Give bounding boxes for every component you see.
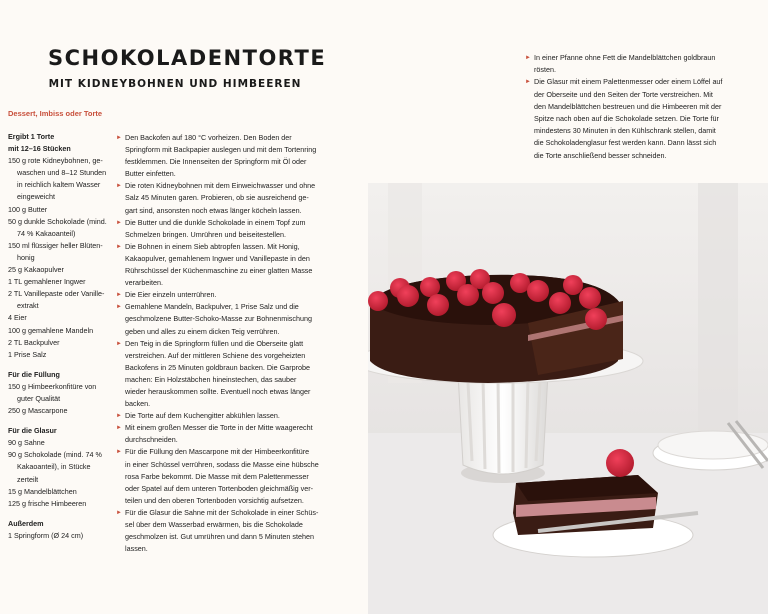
ingredient-line: in reichlich kaltem Wasser bbox=[17, 180, 101, 190]
recipe-title: SCHOKOLADENTORTE bbox=[48, 46, 327, 70]
instruction-step bbox=[116, 338, 348, 411]
instruction-line: Die Glasur mit einem Palettenmesser oder einem Löffel auf bbox=[534, 77, 723, 87]
bullet-arrow-icon: ► bbox=[116, 449, 122, 456]
instruction-line: sel über dem Wasserbad erwärmen, bis die Schokolade bbox=[125, 520, 303, 529]
instruction-line: Mit einem großen Messer die Torte in der Mitte waagerecht bbox=[125, 423, 313, 433]
instruction-steps bbox=[116, 132, 348, 555]
instruction-line: gart sind, ansonsten noch etwas länger köcheln lassen. bbox=[125, 205, 302, 215]
instruction-line: Spitze nach oben auf die Schokolade setzen. Die Torte für bbox=[534, 114, 719, 124]
bullet-arrow-icon: ► bbox=[525, 79, 531, 86]
ingredient-line: 1 Prise Salz bbox=[8, 349, 47, 359]
instruction-line: Für die Glasur die Sahne mit der Schokolade in einer Schüs- bbox=[125, 507, 319, 517]
ingredient-line: zerteilt bbox=[17, 474, 39, 484]
instruction-step bbox=[116, 410, 348, 422]
instruction-line: Salz 45 Minuten garen. Probieren, ob sie ausreichend ge- bbox=[125, 193, 309, 203]
instruction-line: Schmelzen bringen. Umrühren und beiseitestellen. bbox=[125, 229, 287, 239]
instruction-line: verstreichen. Auf der mittleren Schiene des vorgeheizten bbox=[125, 350, 306, 360]
instruction-line: geschmolzene Butter-Schoko-Masse zur Bohnenmischung bbox=[125, 314, 312, 324]
ingredient-line: eingeweicht bbox=[17, 192, 55, 202]
instruction-line: den Mandelblättchen bestreuen und die Himbeeren mit der bbox=[534, 101, 722, 111]
ingredient-heading: Für die Glasur bbox=[8, 426, 57, 436]
ingredient-line: 150 g rote Kidneybohnen, ge- bbox=[8, 156, 103, 166]
instruction-line: Kakaopulver, gemahlenem Ingwer und Vanillepaste in den bbox=[125, 253, 310, 263]
ingredient-line: waschen und 8–12 Stunden bbox=[17, 168, 107, 178]
bullet-arrow-icon: ► bbox=[116, 340, 122, 347]
raspberry-on-slice bbox=[606, 449, 634, 477]
ingredient-line: 25 g Kakaopulver bbox=[8, 265, 64, 275]
instruction-step bbox=[116, 217, 348, 241]
bullet-arrow-icon: ► bbox=[116, 509, 122, 516]
ingredient-spacer bbox=[8, 510, 108, 518]
recipe-subtitle: MIT KIDNEYBOHNEN UND HIMBEEREN bbox=[48, 78, 302, 90]
instruction-step bbox=[116, 132, 348, 180]
instruction-line: rosa Farbe bekommt. Die Masse mit dem Palettenmesser bbox=[125, 471, 309, 481]
cake-photo-illustration bbox=[368, 183, 768, 614]
instruction-line: die Torte anschließend besser schneiden. bbox=[534, 150, 667, 160]
ingredient-line: 1 Springform (Ø 24 cm) bbox=[8, 530, 84, 540]
instruction-line: durchschneiden. bbox=[125, 435, 178, 445]
instruction-line: rösten. bbox=[534, 65, 556, 75]
instruction-line: verarbeiten. bbox=[125, 278, 163, 288]
bullet-arrow-icon: ► bbox=[116, 413, 122, 420]
ingredient-line: 2 TL Backpulver bbox=[8, 337, 60, 347]
bullet-arrow-icon: ► bbox=[116, 219, 122, 226]
ingredient-line: 150 g Himbeerkonfitüre von bbox=[8, 381, 97, 391]
instruction-line: backen. bbox=[125, 399, 151, 409]
instruction-step bbox=[116, 422, 348, 446]
ingredient-line: 74 % Kakaoanteil) bbox=[17, 228, 76, 238]
instruction-line: Gemahlene Mandeln, Backpulver, 1 Prise Salz und die bbox=[125, 302, 299, 312]
instruction-step bbox=[525, 52, 761, 76]
ingredient-line: 1 TL gemahlener Ingwer bbox=[8, 277, 86, 287]
ingredient-line: guter Qualität bbox=[17, 393, 61, 403]
bullet-arrow-icon: ► bbox=[525, 55, 531, 61]
instruction-line: Den Backofen auf 180 °C vorheizen. Den Boden der bbox=[125, 133, 292, 142]
instruction-steps-continued bbox=[525, 52, 761, 162]
bullet-arrow-icon: ► bbox=[116, 135, 122, 141]
ingredient-spacer bbox=[8, 417, 108, 425]
ingredient-line: 150 ml flüssiger heller Blüten- bbox=[8, 240, 103, 250]
instruction-line: geben und alles zu einem dicken Teig verrühren. bbox=[125, 326, 280, 336]
instruction-line: die Schokoladenglasur fest werden kann. Dann lässt sich bbox=[534, 138, 717, 148]
ingredient-line: 2 TL Vanillepaste oder Vanille- bbox=[8, 289, 105, 299]
ingredient-heading: Außerdem bbox=[8, 518, 44, 528]
instruction-line: In einer Pfanne ohne Fett die Mandelblättchen goldbraun bbox=[534, 53, 716, 62]
instruction-line: der Oberseite und den Seiten der Torte verstreichen. Mit bbox=[534, 89, 713, 99]
instruction-step bbox=[116, 507, 348, 555]
instruction-step bbox=[116, 241, 348, 289]
cake-photo bbox=[368, 183, 768, 614]
instruction-line: Die Bohnen in einem Sieb abtropfen lassen. Mit Honig, bbox=[125, 241, 300, 251]
instruction-line: Den Teig in die Springform füllen und die Oberseite glatt bbox=[125, 338, 304, 348]
ingredient-line: 15 g Mandelblättchen bbox=[8, 486, 77, 496]
ingredient-line: 100 g Butter bbox=[8, 204, 48, 214]
ingredient-list bbox=[8, 131, 108, 542]
ingredient-line: 90 g Schokolade (mind. 74 % bbox=[8, 450, 102, 460]
instruction-line: oder Spatel auf dem unteren Tortenboden gleichmäßig ver- bbox=[125, 483, 314, 493]
instruction-line: festklemmen. Die Innenseiten der Springform mit Öl oder bbox=[125, 157, 307, 167]
instruction-line: Springform mit Backpapier auslegen und mit dem Tortenring bbox=[125, 145, 317, 155]
instruction-line: Die Torte auf dem Kuchengitter abkühlen lassen. bbox=[125, 411, 280, 421]
ingredient-heading: mit 12–16 Stücken bbox=[8, 144, 71, 154]
bullet-arrow-icon: ► bbox=[116, 183, 122, 190]
instruction-line: machen: Ein Holzstäbchen hineinstechen, das sauber bbox=[125, 374, 297, 384]
instruction-step bbox=[116, 446, 348, 506]
ingredient-line: 4 Eier bbox=[8, 313, 27, 323]
instruction-line: Für die Füllung den Mascarpone mit der Himbeerkonfitüre bbox=[125, 447, 310, 457]
ingredient-spacer bbox=[8, 361, 108, 369]
ingredient-heading: Ergibt 1 Torte bbox=[8, 132, 55, 141]
instruction-step bbox=[116, 180, 348, 216]
instruction-line: Butter einfetten. bbox=[125, 169, 176, 179]
bullet-arrow-icon: ► bbox=[116, 304, 122, 311]
ingredient-line: honig bbox=[17, 252, 35, 262]
ingredient-line: 250 g Mascarpone bbox=[8, 406, 68, 416]
bullet-arrow-icon: ► bbox=[116, 425, 122, 432]
ingredient-line: 90 g Sahne bbox=[8, 438, 45, 448]
instruction-line: Die roten Kidneybohnen mit dem Einweichwasser und ohne bbox=[125, 181, 316, 191]
ingredient-line: 100 g gemahlene Mandeln bbox=[8, 325, 94, 335]
ingredient-line: 50 g dunkle Schokolade (mind. bbox=[8, 216, 107, 226]
instruction-line: Backofens in 25 Minuten goldbraun backen. Die Garprobe bbox=[125, 362, 310, 372]
instruction-line: in einer Schüssel verrühren, sodass die Masse eine hübsche bbox=[125, 459, 319, 469]
bullet-arrow-icon: ► bbox=[116, 243, 122, 250]
bullet-arrow-icon: ► bbox=[116, 292, 122, 299]
instruction-step bbox=[525, 76, 761, 161]
instruction-line: Die Butter und die dunkle Schokolade in einem Topf zum bbox=[125, 217, 306, 227]
instruction-line: teilen und den oberen Tortenboden vorsichtig aufsetzen. bbox=[125, 495, 304, 505]
instruction-line: geschmolzen ist. Gut umrühren und dann 5 Minuten stehen bbox=[125, 532, 314, 542]
ingredient-line: Kakaoanteil), in Stücke bbox=[17, 462, 91, 472]
instruction-line: Die Eier einzeln unterrühren. bbox=[125, 290, 217, 300]
recipe-category: Dessert, Imbiss oder Torte bbox=[8, 109, 103, 118]
ingredient-line: extrakt bbox=[17, 301, 39, 311]
instruction-step bbox=[116, 301, 348, 337]
instruction-step bbox=[116, 289, 348, 301]
ingredient-line: 125 g frische Himbeeren bbox=[8, 498, 87, 508]
instruction-line: Rührschüssel der Küchenmaschine zu einer glatten Masse bbox=[125, 266, 313, 276]
instruction-line: lassen. bbox=[125, 544, 148, 554]
ingredient-heading: Für die Füllung bbox=[8, 369, 60, 379]
instruction-line: mindestens 30 Minuten in den Kühlschrank stellen, damit bbox=[534, 126, 716, 136]
instruction-line: wieder herauskommen sollte. Eventuell noch etwas länger bbox=[125, 386, 311, 396]
